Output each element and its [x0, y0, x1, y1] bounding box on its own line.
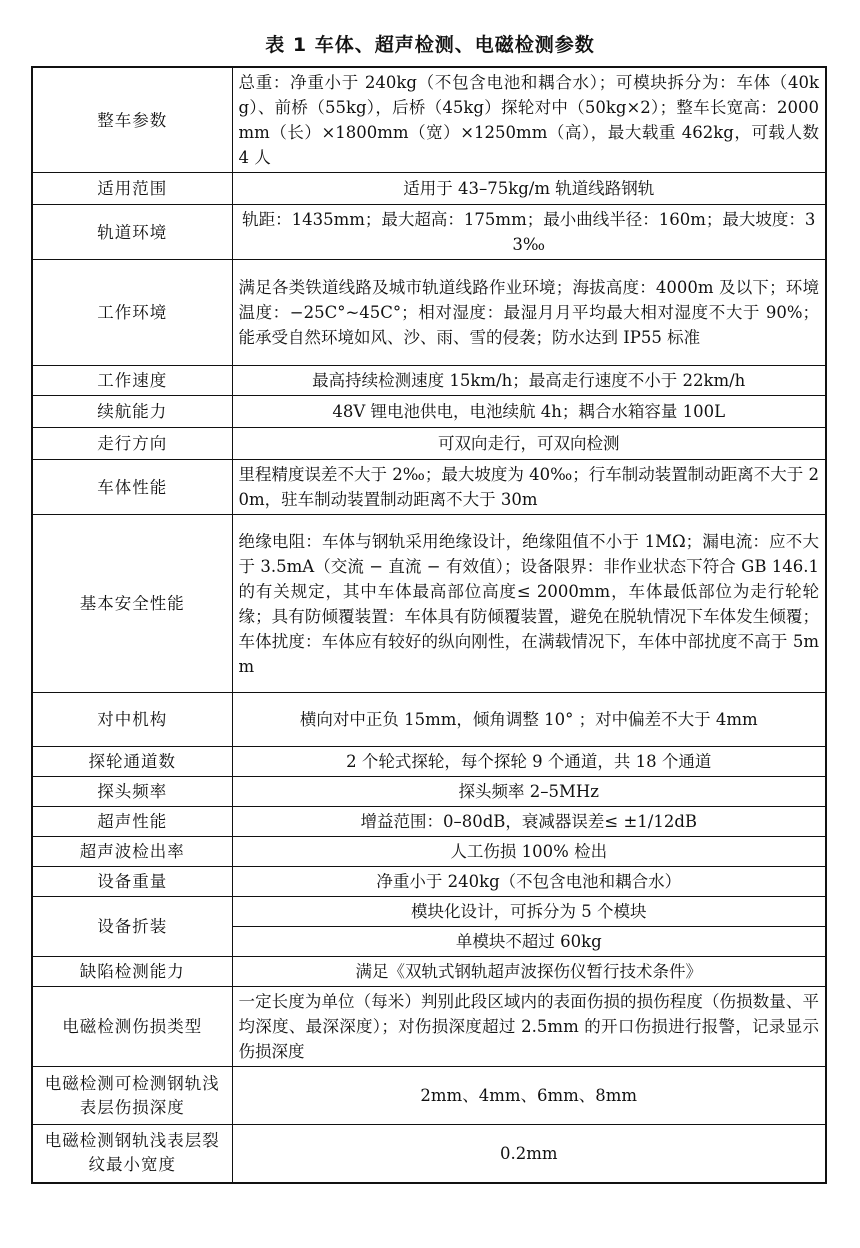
table-row — [32, 957, 826, 987]
row-label: 探轮通道数 — [32, 747, 232, 777]
row-label: 轨道环境 — [32, 205, 232, 260]
row-value: 满足《双轨式钢轨超声波探伤仪暂行技术条件》 — [232, 957, 826, 987]
table-row — [32, 460, 826, 515]
row-value: 2mm、4mm、6mm、8mm — [232, 1067, 826, 1125]
row-value: 2 个轮式探轮，每个探轮 9 个通道，共 18 个通道 — [232, 747, 826, 777]
row-label: 超声性能 — [32, 807, 232, 837]
row-value: 增益范围：0–80dB，衰减器误差≤ ±1/12dB — [232, 807, 826, 837]
row-value: 模块化设计，可拆分为 5 个模块 — [232, 897, 826, 927]
row-label: 设备重量 — [32, 867, 232, 897]
row-label: 整车参数 — [32, 67, 232, 173]
row-label: 电磁检测可检测钢轨浅表层伤损深度 — [32, 1067, 232, 1125]
row-label: 工作速度 — [32, 366, 232, 396]
row-value: 里程精度误差不大于 2‰；最大坡度为 40‰；行车制动装置制动距离不大于 20m，驻车制动装置制动距离不大于 30m — [232, 460, 826, 515]
row-value: 一定长度为单位（每米）判别此段区域内的表面伤损的损伤程度（伤损数量、平均深度、最深深度）；对伤损深度超过 2.5mm 的开口伤损进行报警，记录显示伤损深度 — [232, 987, 826, 1067]
table-row — [32, 260, 826, 366]
row-label: 走行方向 — [32, 428, 232, 460]
table-row — [32, 396, 826, 428]
row-label: 电磁检测伤损类型 — [32, 987, 232, 1067]
row-label: 车体性能 — [32, 460, 232, 515]
table-row — [32, 428, 826, 460]
row-label: 适用范围 — [32, 173, 232, 205]
row-label: 超声波检出率 — [32, 837, 232, 867]
table-caption: 表 1 车体、超声检测、电磁检测参数 — [265, 34, 595, 56]
table-row — [32, 777, 826, 807]
row-value: 适用于 43–75kg/m 轨道线路钢轨 — [232, 173, 826, 205]
parameter-table — [31, 66, 827, 1184]
table-row — [32, 67, 826, 173]
row-label: 设备折装 — [32, 897, 232, 957]
row-label: 续航能力 — [32, 396, 232, 428]
row-label: 电磁检测钢轨浅表层裂纹最小宽度 — [32, 1125, 232, 1183]
row-label: 缺陷检测能力 — [32, 957, 232, 987]
row-value: 探头频率 2–5MHz — [232, 777, 826, 807]
table-row — [32, 897, 826, 927]
row-value-secondary: 单模块不超过 60kg — [232, 927, 826, 957]
table-row — [32, 867, 826, 897]
table-row — [32, 1125, 826, 1183]
table-row — [32, 747, 826, 777]
table-row — [32, 205, 826, 260]
table-row — [32, 173, 826, 205]
table-row — [32, 807, 826, 837]
row-label: 对中机构 — [32, 693, 232, 747]
row-value: 轨距：1435mm；最大超高：175mm；最小曲线半径：160m；最大坡度：33‰ — [232, 205, 826, 260]
row-value: 可双向走行，可双向检测 — [232, 428, 826, 460]
row-value: 满足各类铁道线路及城市轨道线路作业环境；海拔高度：4000m 及以下；环境温度：−25C°~45C°；相对湿度：最湿月月平均最大相对湿度不大于 90%；能承受自然环境如风、沙、雨、雪的侵袭；防水达到 IP55 标准 — [232, 260, 826, 366]
table-row — [32, 837, 826, 867]
row-value: 绝缘电阻：车体与钢轨采用绝缘设计，绝缘阻值不小于 1MΩ；漏电流：应不大于 3.5mA（交流 − 直流 − 有效值）；设备限界：非作业状态下符合 GB 146.1 的有关规定，其中车体最高部位高度≤ 2000mm，车体最低部位为走行轮轮缘；具有防倾覆装置：车体具有防倾覆装置，避免在脱轨情况下车体发生倾覆；车体扰度：车体应有较好的纵向刚性，在满载情况下，车体中部扰度不高于 5mm — [232, 515, 826, 693]
table-row — [32, 693, 826, 747]
table-row — [32, 987, 826, 1067]
table-row — [32, 366, 826, 396]
row-label: 工作环境 — [32, 260, 232, 366]
table-row — [32, 515, 826, 693]
row-value: 0.2mm — [232, 1125, 826, 1183]
row-value: 最高持续检测速度 15km/h；最高走行速度不小于 22km/h — [232, 366, 826, 396]
row-value: 人工伤损 100% 检出 — [232, 837, 826, 867]
row-value: 48V 锂电池供电，电池续航 4h；耦合水箱容量 100L — [232, 396, 826, 428]
row-value: 横向对中正负 15mm，倾角调整 10° ；对中偏差不大于 4mm — [232, 693, 826, 747]
row-label: 基本安全性能 — [32, 515, 232, 693]
row-label: 探头频率 — [32, 777, 232, 807]
row-value: 总重：净重小于 240kg（不包含电池和耦合水）；可模块拆分为：车体（40kg）、前桥（55kg），后桥（45kg）探轮对中（50kg×2）；整车长宽高：2000mm（长）×1800mm（宽）×1250mm（高），最大载重 462kg，可载人数 4 人 — [232, 67, 826, 173]
table-row — [32, 1067, 826, 1125]
row-value: 净重小于 240kg（不包含电池和耦合水） — [232, 867, 826, 897]
